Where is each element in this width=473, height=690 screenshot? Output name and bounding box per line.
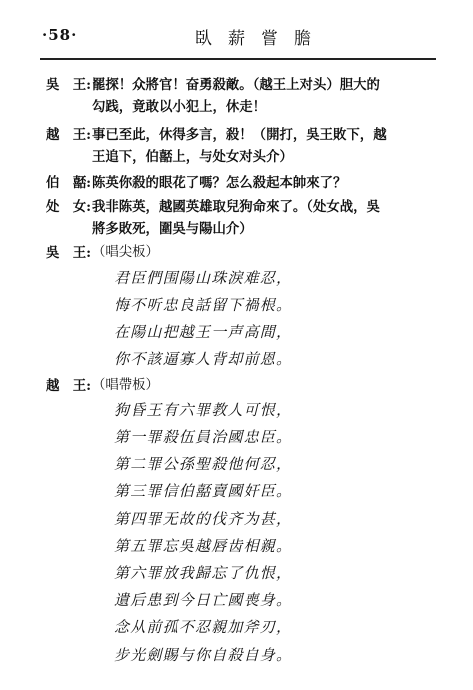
verse-line: 第四罪无故的伐齐为甚， <box>114 510 293 528</box>
dialogue-text: 事已至此，休得多言，殺！（開打，吳王敗下，越 <box>92 127 387 143</box>
verse-line: 念从前孤不忍親加斧刃， <box>114 618 293 636</box>
speaker-label: 伯 嚭: <box>46 175 92 191</box>
verse-line: 第二罪公孫聖殺他何忍， <box>114 455 293 473</box>
dialogue-text: 將多敗死，圍吳与陽山介） <box>92 221 253 237</box>
speaker-label: 越 王: <box>46 127 92 143</box>
verse-line: 遺后患到今日亡國喪身。 <box>114 591 293 609</box>
dialogue-text: 罷探！众將官！奋勇殺敵。（越王上对头）胆大的 <box>92 77 380 93</box>
speaker-label: 越 王: <box>46 378 92 394</box>
verse-line: 你不該逼寡人背却前恩。 <box>114 350 293 368</box>
dialogue-text: 陈英你殺的眼花了嗎？怎么殺起本帥來了？ <box>92 175 347 191</box>
song-cue: （唱帶板） <box>92 378 159 393</box>
page-number: ·58· <box>42 26 78 44</box>
verse-line: 第一罪殺伍員治國忠臣。 <box>114 428 293 446</box>
verse-line: 狗昏王有六罪教人可恨， <box>114 401 293 419</box>
speaker-label: 吳 王: <box>46 245 92 261</box>
verse-line: 第六罪放我歸忘了仇恨， <box>114 564 293 582</box>
verse-line: 悔不听忠良話留下禍根。 <box>114 296 293 314</box>
verse-line: 君臣們围陽山珠淚难忍， <box>114 269 293 287</box>
verse-line: 步光劍賜与你自殺自身。 <box>114 646 293 664</box>
dialogue-text: 王追下，伯嚭上，与处女对头介） <box>92 149 293 165</box>
dialogue-text: 勾践，竟敢以小犯上，休走！ <box>92 99 267 115</box>
header-rule <box>40 58 436 60</box>
speaker-label: 吳 王: <box>46 77 92 93</box>
speaker-label: 处 女: <box>46 199 92 215</box>
verse-line: 第五罪忘吳越唇齿相親。 <box>114 537 293 555</box>
song-cue: （唱尖板） <box>92 245 159 260</box>
running-title: 臥薪嘗膽 <box>195 29 327 49</box>
verse-line: 在陽山把越王一声高間， <box>114 323 293 341</box>
dialogue-text: 我非陈英，越國英雄取兒狗命來了。（处女战，吳 <box>92 199 380 215</box>
verse-line: 第三罪信伯嚭賣國奸臣。 <box>114 482 293 500</box>
